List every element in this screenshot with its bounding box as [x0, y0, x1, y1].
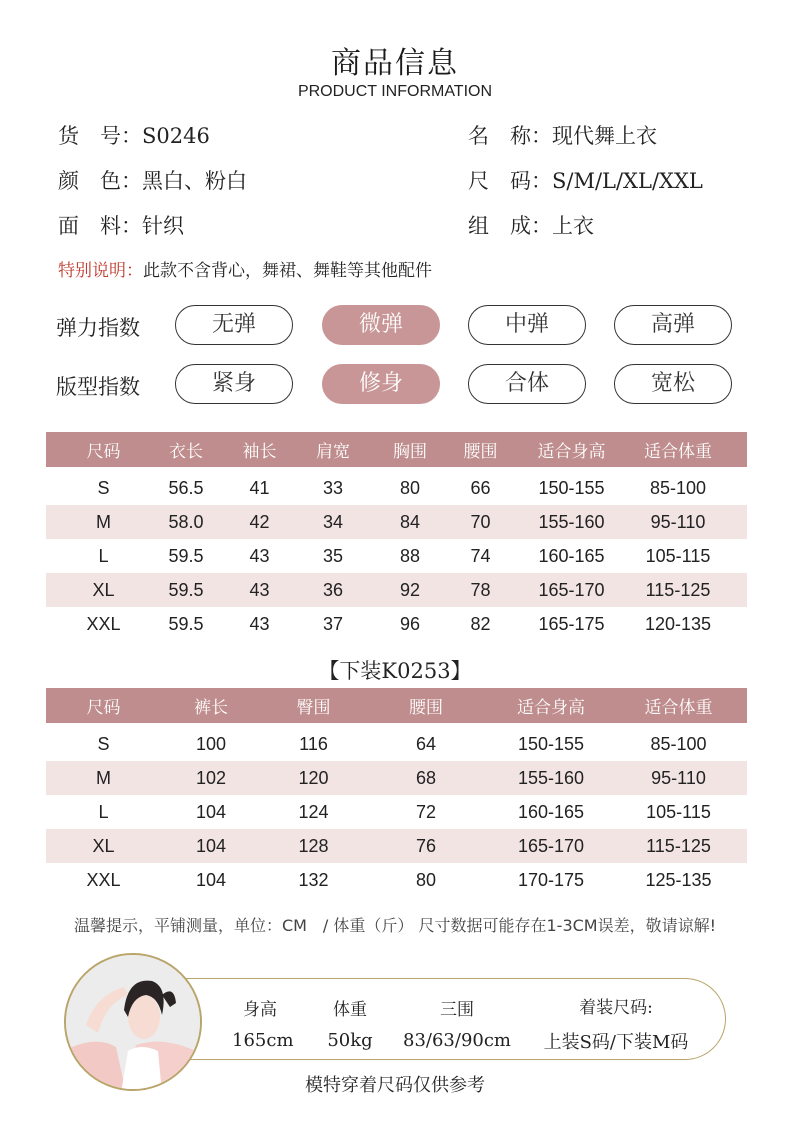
model-wear-size	[538, 993, 694, 1054]
header-cell: 适合体重	[644, 442, 712, 462]
cell: 42	[249, 511, 270, 532]
cell: 72	[415, 801, 437, 822]
size-value: S/M/L/XL/XXL	[552, 169, 703, 193]
item-no-row	[58, 120, 210, 150]
cell: 100	[195, 733, 227, 754]
color-row	[58, 165, 247, 195]
cell: 95-110	[650, 511, 706, 532]
cell: 150-155	[538, 477, 605, 498]
elasticity-option-none: 无弹	[175, 305, 293, 345]
model-measurements	[400, 995, 514, 1051]
elasticity-option-medium: 中弹	[468, 305, 586, 345]
cell: 43	[249, 579, 270, 600]
color-value: 黑白、粉白	[142, 169, 247, 193]
table-row	[46, 795, 747, 829]
model-weight-value: 50kg	[327, 1030, 373, 1051]
model-height	[232, 995, 294, 1051]
size-cell: S	[97, 477, 110, 498]
composition-label: 组 成：	[468, 214, 552, 238]
cell: 37	[322, 613, 344, 634]
cell: 104	[195, 835, 227, 856]
special-note-label: 特别说明：	[58, 261, 143, 281]
size-cell: L	[98, 801, 109, 822]
top-table-header	[46, 432, 747, 467]
cell: 160-165	[517, 801, 585, 822]
bottom-table-header	[46, 688, 747, 723]
model-weight-label: 体重	[333, 1000, 367, 1020]
model-measurements-value: 83/63/90cm	[403, 1030, 511, 1051]
fit-option-tight: 紧身	[175, 364, 293, 404]
cell: 76	[415, 835, 437, 856]
name-value: 现代舞上衣	[552, 124, 657, 148]
cell: 128	[298, 835, 329, 856]
cell: 165-175	[538, 613, 605, 634]
cell: 84	[399, 511, 421, 532]
top-size-table	[46, 432, 747, 641]
cell: 165-170	[517, 835, 585, 856]
special-note-text: 此款不含背心，舞裙、舞鞋等其他配件	[143, 261, 432, 281]
cell: 85-100	[650, 733, 707, 754]
cell: 155-160	[517, 767, 585, 788]
cell: 120	[298, 767, 329, 788]
cell: 95-110	[651, 767, 706, 788]
size-cell: M	[96, 767, 111, 788]
size-cell: XXL	[86, 613, 121, 634]
item-no-label: 货 号：	[58, 124, 142, 148]
cell: 43	[249, 613, 270, 634]
cell: 85-100	[649, 477, 707, 498]
cell: 43	[249, 545, 270, 566]
cell: 132	[298, 869, 329, 890]
size-cell: XL	[92, 835, 115, 856]
cell: 104	[195, 801, 227, 822]
cell: 124	[298, 801, 329, 822]
elasticity-option-slight: 微弹	[322, 305, 440, 345]
elasticity-label: 弹力指数	[56, 316, 140, 340]
cell: 92	[399, 579, 421, 600]
header-cell: 袖长	[242, 442, 277, 462]
cell: 105-115	[645, 545, 711, 566]
cell: 56.5	[168, 477, 204, 498]
header-cell: 适合体重	[644, 698, 713, 718]
cell: 74	[470, 545, 491, 566]
header-cell: 衣长	[169, 442, 203, 462]
fit-option-regular: 合体	[468, 364, 586, 404]
composition-value: 上衣	[552, 214, 594, 238]
cell: 41	[249, 477, 270, 498]
table-row	[46, 863, 747, 897]
cell: 59.5	[168, 545, 204, 566]
size-cell: L	[98, 545, 109, 566]
model-height-value: 165cm	[232, 1030, 294, 1051]
size-label: 尺 码：	[468, 169, 552, 193]
cell: 88	[399, 545, 421, 566]
item-no-value: S0246	[142, 124, 210, 148]
header-cell: 臀围	[296, 698, 331, 718]
size-cell: XXL	[86, 869, 121, 890]
cell: 155-160	[538, 511, 605, 532]
cell: 33	[322, 477, 344, 498]
cell: 125-135	[645, 869, 712, 890]
cell: 105-115	[646, 801, 711, 822]
name-row	[468, 120, 657, 150]
cell: 115-125	[645, 579, 711, 600]
fit-label: 版型指数	[56, 375, 140, 399]
cell: 150-155	[517, 733, 585, 754]
cell: 160-165	[538, 545, 605, 566]
table-row	[46, 539, 747, 573]
cell: 165-170	[538, 579, 605, 600]
cell: 104	[195, 869, 227, 890]
size-cell: S	[97, 733, 110, 754]
fabric-value: 针织	[142, 214, 184, 238]
size-row	[468, 165, 703, 195]
header-cell: 腰围	[409, 698, 443, 718]
page-title: 商品信息	[331, 46, 459, 81]
model-wear-label: 着装尺码:	[579, 998, 653, 1018]
elasticity-option-high: 高弹	[614, 305, 732, 345]
table-row	[46, 471, 747, 505]
cell: 66	[470, 477, 491, 498]
bottom-size-table	[46, 688, 747, 897]
table-row	[46, 727, 747, 761]
measurement-tip: 温馨提示，平铺测量，单位：CM / 体重（斤） 尺寸数据可能存在1-3CM误差，敬请谅解!	[73, 916, 717, 935]
fabric-row	[58, 210, 184, 240]
table-row	[46, 829, 747, 863]
table-row	[46, 761, 747, 795]
model-caption: 模特穿着尺码仅供参考	[305, 1075, 485, 1096]
cell: 102	[195, 767, 227, 788]
header-cell: 尺码	[86, 698, 121, 718]
table-row	[46, 505, 747, 539]
cell: 116	[299, 733, 328, 754]
composition-row	[468, 210, 594, 240]
cell: 34	[322, 511, 344, 532]
header-cell: 胸围	[393, 442, 427, 462]
table-row	[46, 607, 747, 641]
fit-option-slim: 修身	[322, 364, 440, 404]
header-cell: 适合身高	[517, 698, 585, 718]
header-cell: 适合身高	[537, 442, 606, 462]
cell: 170-175	[517, 869, 585, 890]
size-cell: XL	[92, 579, 115, 600]
cell: 115-125	[646, 835, 711, 856]
cell: 36	[322, 579, 344, 600]
cell: 82	[470, 613, 491, 634]
header-cell: 肩宽	[316, 442, 350, 462]
cell: 78	[470, 579, 491, 600]
header-cell: 腰围	[463, 442, 498, 462]
cell: 64	[415, 733, 437, 754]
cell: 80	[415, 869, 437, 890]
fit-option-loose: 宽松	[614, 364, 732, 404]
size-cell: M	[96, 511, 111, 532]
fabric-label: 面 料：	[58, 214, 142, 238]
cell: 120-135	[644, 613, 712, 634]
table-row	[46, 573, 747, 607]
special-note	[58, 256, 432, 281]
name-label: 名 称：	[468, 124, 552, 148]
model-weight	[322, 995, 378, 1051]
color-label: 颜 色：	[58, 169, 142, 193]
bottom-section-title: 【下装K0253】	[318, 659, 472, 683]
header-cell: 尺码	[86, 442, 121, 462]
cell: 59.5	[168, 613, 204, 634]
model-measurements-label: 三围	[440, 1000, 474, 1020]
cell: 35	[322, 545, 344, 566]
cell: 59.5	[168, 579, 204, 600]
cell: 58.0	[168, 511, 204, 532]
cell: 80	[399, 477, 421, 498]
cell: 70	[470, 511, 491, 532]
cell: 68	[415, 767, 437, 788]
cell: 96	[399, 613, 421, 634]
page-subtitle: PRODUCT INFORMATION	[297, 83, 493, 100]
model-wear-value: 上装S码/下装M码	[543, 1032, 689, 1053]
header-cell: 裤长	[194, 698, 228, 718]
model-height-label: 身高	[243, 1000, 277, 1020]
